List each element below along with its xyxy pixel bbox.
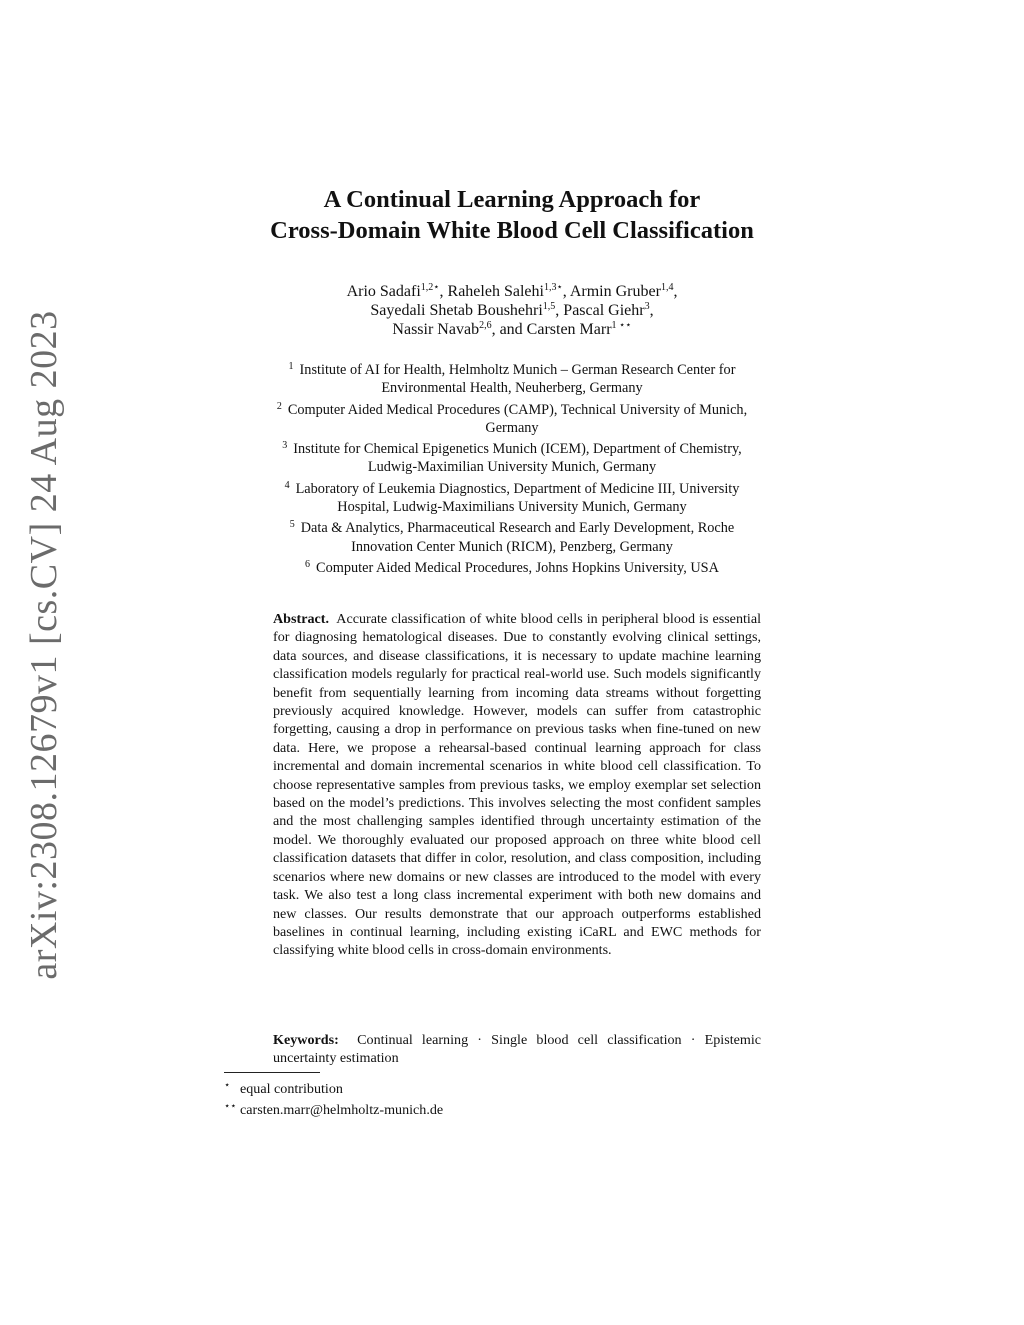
footnote-text: equal contribution: [240, 1081, 343, 1097]
author-affiliation-marker: 1,2⋆: [420, 282, 440, 293]
affiliation-number: 6: [305, 558, 311, 570]
affiliation-text: Germany: [485, 419, 539, 436]
author-affiliation-marker: 1,4: [660, 282, 674, 293]
affiliation-item: [0, 477, 1024, 517]
footnote-email: carsten.marr@helmholtz-munich.de: [240, 1102, 444, 1118]
author-line-3: [0, 320, 1024, 339]
footnote-mark: ⋆: [224, 1080, 231, 1091]
author-affiliation-marker: 1,5: [542, 301, 556, 312]
affiliation-text: Data & Analytics, Pharmaceutical Research and Early Development, Roche: [300, 520, 735, 537]
author-affiliation-marker: 1: [611, 320, 617, 331]
footnote-item: [224, 1098, 784, 1119]
author-line-2: [0, 301, 1024, 320]
abstract-text: Accurate classification of white blood cells in peripheral blood is essential for diagnosing hematological diseases. Due to constantly evolving clinical settings, data sources, and disease classifications, it is necessary to update machine learning classification models regularly for practical real-world use. Such models significantly benefit from sequentially learning from incoming data streams without forgetting previously acquired knowledge. However, models can suffer from catastrophic forgetting, causing a drop in performance on previous tasks when fine-tuned on new data. Here, we propose a rehearsal-based continual learning approach for class incremental and domain incremental scenarios in white blood cell classification. To choose representative samples from previous tasks, we employ exemplar set selection based on the model’s predictions. This involves selecting the most confident samples and the most challenging samples identified through uncertainty estimation of the model. We thoroughly evaluated our proposed approach on three white blood cell classification datasets that differ in color, resolution, and class composition, including scenarios where new domains or new classes are introduced to the model with every task. We also test a long class incremental experiment with both new domains and new classes. Our results demonstrate that our approach outperforms established baselines in continual learning, including existing iCaRL and EWC methods for classifying white blood cells in cross-domain environments.: [273, 611, 761, 959]
affiliation-number: 1: [288, 361, 294, 372]
affiliation-text: Institute of AI for Health, Helmholtz Munich – German Research Center for: [299, 362, 736, 378]
affiliation-item: [0, 398, 1024, 438]
footnote-item: [224, 1077, 784, 1098]
keywords-label: Keywords:: [273, 1032, 339, 1048]
affiliation-text: Computer Aided Medical Procedures (CAMP), Technical University of Munich,: [287, 401, 748, 418]
corresponding-author-marker: ⋆⋆: [616, 320, 632, 331]
author-separator: ,: [562, 283, 570, 300]
affiliation-text: Computer Aided Medical Procedures, Johns Hopkins University, USA: [316, 559, 719, 576]
affiliation-text: Ludwig-Maximilian University Munich, Germany: [367, 459, 657, 476]
author-list: [0, 282, 1024, 339]
affiliation-item: [0, 437, 1024, 477]
footnotes: [224, 1077, 784, 1119]
keywords: [273, 1031, 761, 1068]
footnote-mark: ⋆⋆: [224, 1101, 237, 1112]
affiliation-text: Environmental Health, Neuherberg, Germany: [381, 380, 643, 397]
affiliation-list: [0, 358, 1024, 577]
author-affiliation-marker: 1,3⋆: [543, 282, 563, 293]
affiliation-item: [0, 556, 1024, 577]
abstract: [273, 610, 761, 960]
affiliation-text: Institute for Chemical Epigenetics Munich (ICEM), Department of Chemistry,: [293, 441, 742, 458]
affiliation-text: Hospital, Ludwig-Maximilians University Munich, Germany: [337, 499, 687, 516]
paper-title: [0, 184, 1024, 246]
affiliation-item: [0, 358, 1024, 398]
title-line-1: A Continual Learning Approach for: [323, 186, 701, 213]
author-line-1: [0, 282, 1024, 301]
author-name: Raheleh Salehi: [447, 283, 544, 300]
author-name: Armin Gruber: [569, 283, 661, 300]
author-name: Ario Sadafi: [346, 283, 421, 300]
affiliation-number: 4: [284, 479, 290, 491]
author-separator: ,: [555, 302, 564, 319]
author-separator: ,: [673, 283, 678, 300]
author-separator: ,: [649, 302, 654, 319]
arxiv-identifier: arXiv:2308.12679v1 [cs.CV] 24 Aug 2023: [23, 310, 65, 980]
author-name: Carsten Marr: [526, 321, 612, 338]
abstract-label: Abstract.: [273, 611, 329, 627]
footnote-divider: [224, 1072, 320, 1073]
author-affiliation-marker: 2,6: [479, 320, 492, 331]
affiliation-text: Innovation Center Munich (RICM), Penzberg, Germany: [351, 538, 673, 555]
author-name: Sayedali Shetab Boushehri: [370, 302, 543, 319]
author-separator: ,: [439, 283, 448, 300]
keywords-text: Continual learning · Single blood cell classification · Epistemic uncertainty estimation: [273, 1032, 762, 1067]
author-name: Pascal Giehr: [563, 302, 645, 319]
affiliation-item: [0, 516, 1024, 556]
author-name: Nassir Navab: [392, 321, 480, 338]
author-separator: , and: [491, 321, 527, 338]
title-line-2: Cross-Domain White Blood Cell Classification: [270, 217, 754, 244]
affiliation-text: Laboratory of Leukemia Diagnostics, Department of Medicine III, University: [295, 480, 740, 497]
affiliation-number: 3: [282, 440, 288, 452]
author-affiliation-marker: 3: [644, 301, 650, 312]
affiliation-number: 5: [289, 519, 295, 531]
affiliation-number: 2: [276, 400, 282, 412]
